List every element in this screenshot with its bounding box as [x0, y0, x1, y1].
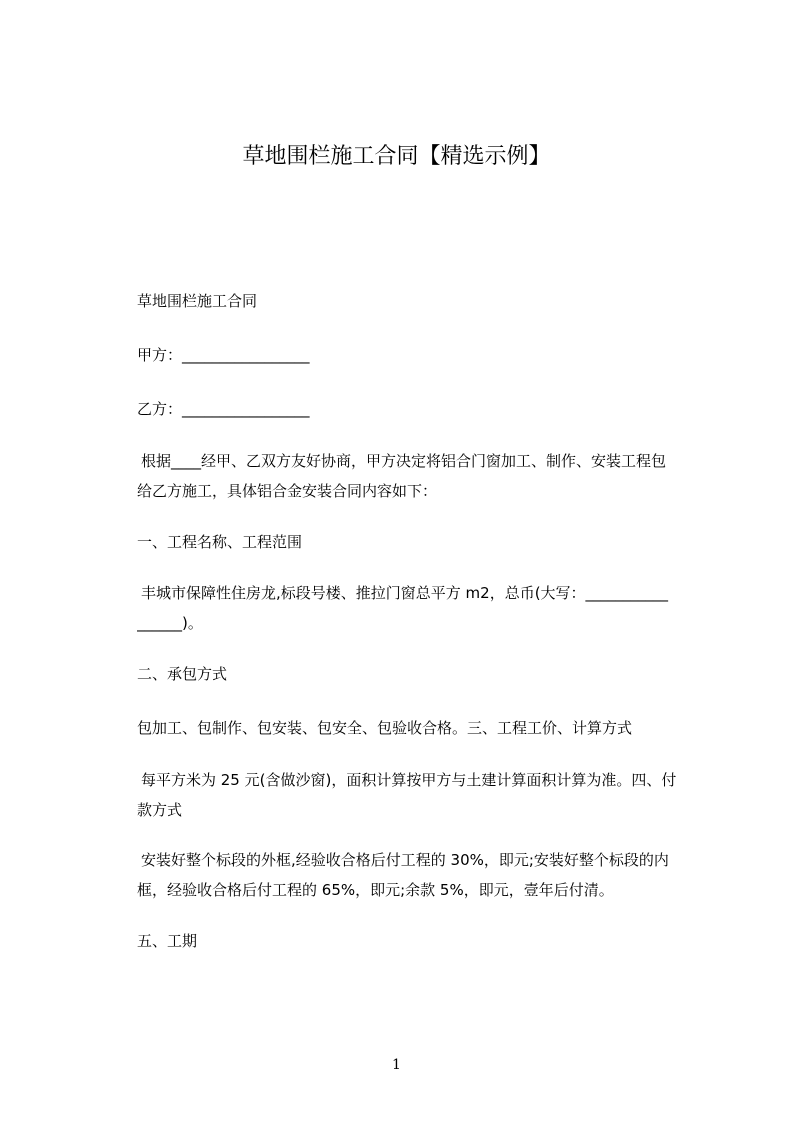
intro-line-1: 根据____经甲、乙双方友好协商，甲方决定将铝合门窗加工、制作、安装工程包: [141, 452, 667, 470]
section-1-line-1: 丰城市保障性住房龙,标段号楼、推拉门窗总平方 m2，总币(大写：___________: [141, 584, 669, 602]
party-a-line: 甲方：_________________: [137, 346, 310, 364]
section-3-line-2: 款方式: [137, 801, 183, 819]
intro-line-2: 给乙方施工，具体铝合金安装合同内容如下：: [137, 482, 438, 500]
intro-paragraph: [137, 446, 707, 506]
section-5-heading: 五、工期: [137, 932, 198, 950]
document-title: 草地围栏施工合同【精选示例】: [242, 144, 551, 169]
section-4-line-1: 安装好整个标段的外框,经验收合格后付工程的 30%，即元;安装好整个标段的内: [141, 851, 669, 869]
section-4-body: [137, 845, 707, 905]
section-1-heading: 一、工程名称、工程范围: [137, 533, 303, 551]
section-3-line-1: 每平方米为 25 元(含做沙窗)，面积计算按甲方与土建计算面积计算为准。四、付: [141, 771, 677, 789]
section-3-body: [137, 765, 707, 825]
section-1-body: [137, 578, 707, 638]
section-4-line-2: 框，经验收合格后付工程的 65%，即元;余款 5%，即元，壹年后付清。: [137, 881, 614, 899]
party-b-line: 乙方：_________________: [137, 400, 310, 418]
section-2-heading: 二、承包方式: [137, 665, 228, 683]
page-number: 1: [392, 1057, 401, 1073]
section-1-line-2: ______)。: [137, 614, 203, 632]
contract-name: 草地围栏施工合同: [137, 292, 258, 310]
section-2-body: 包加工、包制作、包安装、包安全、包验收合格。三、工程工价、计算方式: [137, 719, 633, 737]
